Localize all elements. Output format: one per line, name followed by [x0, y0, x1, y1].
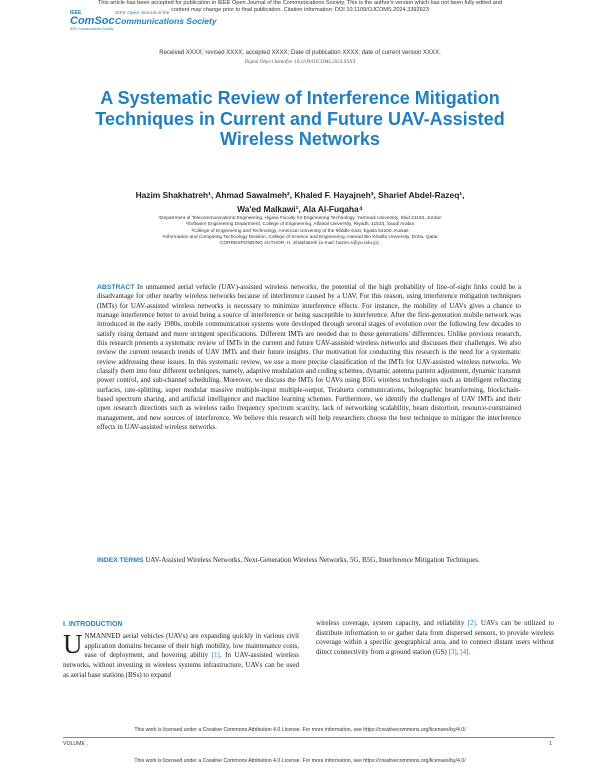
abstract-label: ABSTRACT	[97, 284, 135, 291]
doi-line: Digital Object Identifier 10.1109/OJCOMS.2024.XXXX	[244, 60, 356, 65]
logo-ieee-text: IEEE	[70, 10, 82, 16]
accepted-notice-line1: This article has been accepted for publication in IEEE Open Journal of the Communications Society. This is the author's version which has not been fully edited and	[97, 0, 503, 6]
volume-label: VOLUME ,	[63, 741, 88, 747]
journal-name	[115, 11, 217, 26]
index-terms	[97, 556, 521, 565]
journal-name-big: Communications Society	[115, 16, 217, 26]
author-list	[60, 188, 540, 216]
affiliation-1: ¹Department of Telecommunications Engineering, Hijjawi Faculty for Engineering Technology, Yarmouk University, Irbid 21163, Jordan	[158, 216, 442, 221]
drop-cap: U	[63, 629, 83, 659]
paper-title: A Systematic Review of Interference Mitigation Techniques in Current and Future UAV-Assisted Wireless Networks	[95, 88, 505, 149]
intro-text-4: . UAVs can be utilized to distribute information to or gather data from dispersed sensors, to provide wireless coverage within a specific geographical area, and to connect distant users without direct connectivity from a ground station (GS)	[316, 619, 554, 657]
intro-text-1: NMANNED aerial vehicles (UAVs) are expanding quickly in various civil application domains because of their high mobility, low maintenance costs, ease of deployment, and hovering ability	[84, 632, 299, 660]
logo-comsoc-text: ComSoc	[70, 15, 115, 27]
index-terms-text: UAV-Assisted Wireless Networks, Next-Generation Wireless Networks, 5G, B5G, Interference Mitigation Techniques.	[145, 556, 480, 564]
intro-text-6: .	[468, 648, 471, 657]
intro-text-2: . In UAV-assisted wireless networks, without investing in wireless systems infrastructure, UAVs can be used as aerial base stations (BSs) to expand	[63, 651, 299, 679]
intro-text-5: ,	[456, 648, 461, 657]
citation-link[interactable]: [1]	[211, 651, 220, 660]
citation-link[interactable]: [4]	[460, 648, 469, 657]
comsoc-logo	[70, 10, 115, 31]
page-number: 1	[549, 741, 552, 747]
index-terms-label: INDEX TERMS	[97, 557, 144, 564]
authors-line1: Hazim Shakhatreh¹, Ahmad Sawalmeh², Khaled F. Hayajneh³, Sharief Abdel-Razeq¹,	[135, 190, 465, 200]
intro-column-right	[316, 619, 554, 658]
affiliation-4: ⁴Information and Computing Technology Division, College of Science and Engineering, Hamad Bin Khalifa University, Doha, Qatar	[162, 234, 438, 240]
license-notice: This work is licensed under a Creative Commons Attribution 4.0 License. For more information, see https://creativecommons.org/licenses/by/4.0/	[134, 727, 466, 733]
accepted-notice-line2: content may change prior to final publication. Citation information: DOI 10.1109/OJCOMS.2024.3392623	[171, 7, 429, 13]
authors-line2: Wa'ed Malkawi¹, Ala Al-Fuqaha⁴	[237, 204, 363, 214]
journal-name-small: IEEE Open Journal of the	[115, 11, 170, 16]
affiliations	[60, 216, 540, 247]
affiliation-2: ²Software Engineering Department, College of Engineering, Alfaisal University, Riyadh, 11533, Saudi Arabia	[185, 222, 415, 228]
abstract-text: In unmanned aerial vehicle (UAV)-assisted wireless networks, the potential of the high probability of line-of-sight links could be a disadvantage for other nearby wireless networks because of interference caused by a UAV. For this reason, using interference mitigation techniques (IMTs) for UAV-assisted wireless networks is necessary to minimize interference effects. For instance, the mobility of UAVs gives a chance to manage interference better to avoid being a source of interference or being susceptible to interference. After the first-generation mobile network was introduced in the early 1980s, mobile communication systems were developed through several stages of evolution over the following few decades to satisfy rising demand and more stringent specifications. Different IMTs are needed due to these generations' differences. Unlike previous research, this research presents a systematic review of IMTs in the current and future UAV-assisted wireless networks and discusses their challenges. We also review the current research trends of UAV IMTs and their future insights. Our motivation for conducting this research is the need for a systematic review addressing these issues. In this systematic review, we use a more precise classification of the IMTs for UAV-assisted wireless networks. We classify them into four different techniques, namely, adaptive modulation and coding schemes, dynamic antenna pattern adjustment, dynamic transmit power control, and sub-channel scheduling. Moreover, we discuss the IMTs for UAVs using B5G wireless technologies such as intelligent reflecting surfaces, rate-splitting, super modular massive multiple-input multiple-output, Terahertz communications, holographic beamforming, blockchain-based spectrum sharing, and artificial intelligence and machine learning schemes. Furthermore, we identify the challenges of UAV IMTs and their open research directions such as wireless radio frequency spectrum scarcity, lack of networking scalability, beam distortion, resource-constrained management, and new sources of interference. We believe this research will help researchers choose the best technique to mitigate the interference effects in UAV-assisted wireless networks.	[97, 283, 521, 432]
intro-column-left	[63, 629, 299, 681]
affiliation-3: ³College of Engineering and Technology, American University of the Middle East, Egaila 54200, Kuwait	[191, 228, 409, 234]
logo-sub-text: IEEE Communications Society	[70, 27, 114, 31]
citation-link[interactable]: [2]	[467, 619, 476, 627]
publication-dates: Received XXXX; revised XXXX; accepted XXXX; Date of publication XXXX; date of current version XXXX.	[159, 50, 441, 56]
intro-text-3: wireless coverage, system capacity, and reliability	[316, 619, 468, 627]
section-heading: I. INTRODUCTION	[63, 621, 123, 628]
corresponding-author: CORRESPONDING AUTHOR: H. Shakhatreh (e-mail: hazim.s@yu.edu.jo).	[219, 241, 380, 247]
license-notice-bottom: This work is licensed under a Creative Commons Attribution 4.0 License. For more information, see https://creativecommons.org/licenses/by/4.0/	[134, 758, 466, 764]
abstract	[97, 283, 521, 433]
footer-divider	[63, 737, 555, 738]
citation-link[interactable]: [3]	[448, 648, 457, 657]
